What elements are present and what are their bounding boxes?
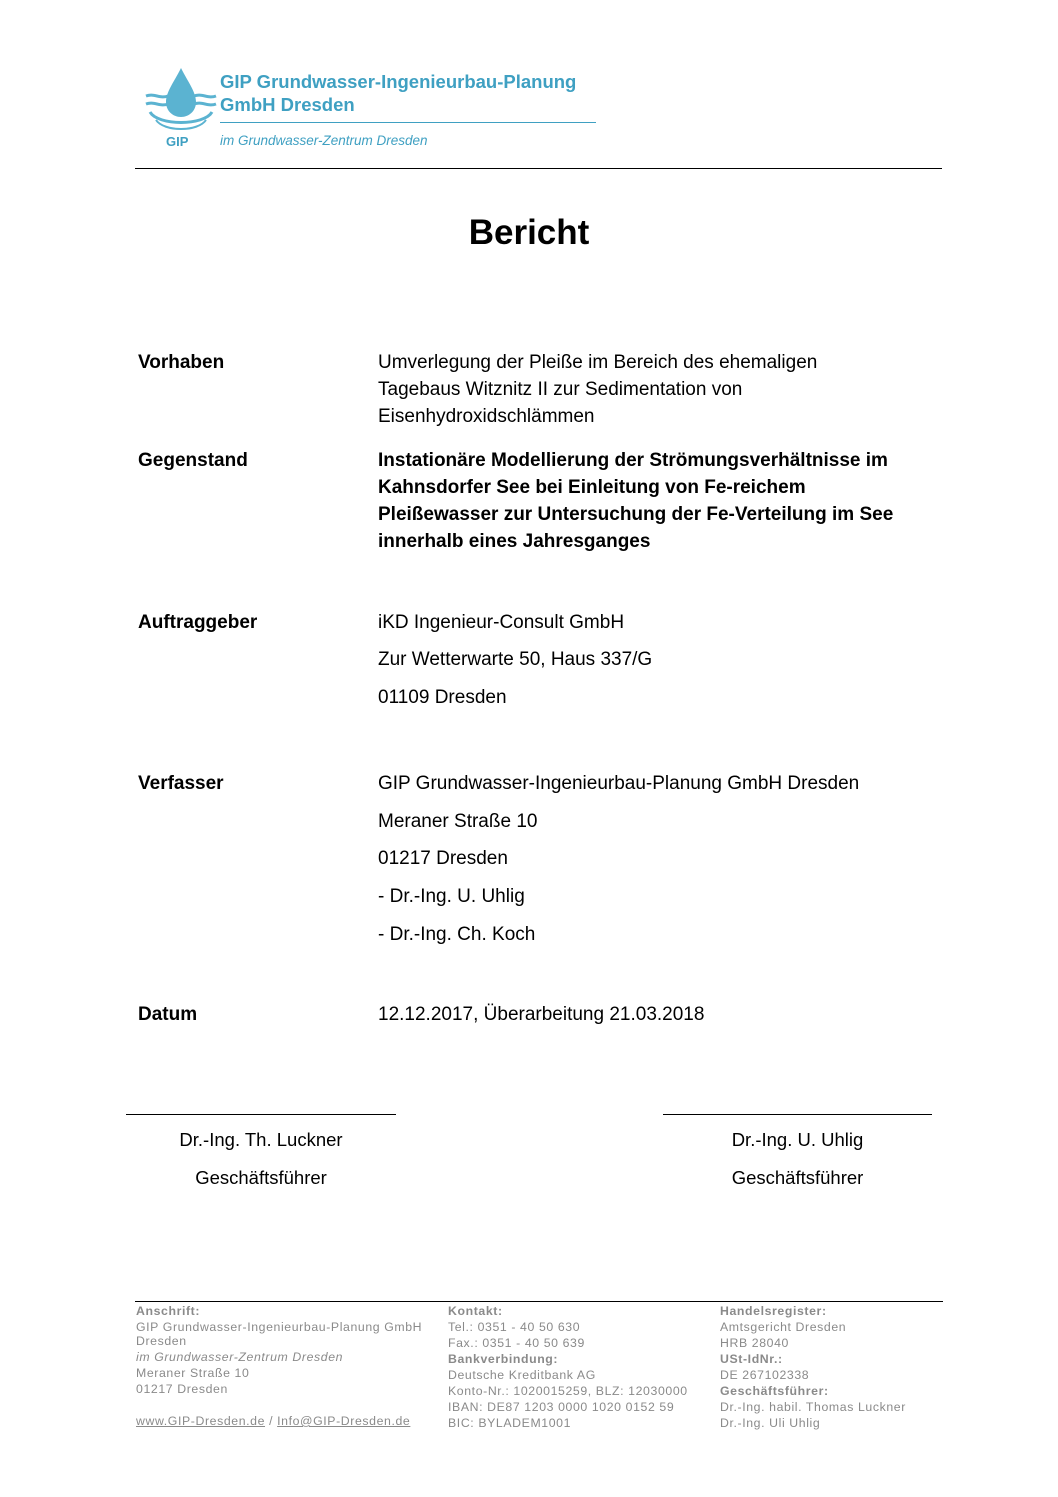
gegenstand-line-1: Instationäre Modellierung der Strömungsverhältnisse im xyxy=(378,450,888,471)
logo-abbreviation: GIP xyxy=(166,134,189,149)
company-name-line1: GIP Grundwasser-Ingenieurbau-Planung xyxy=(220,71,577,92)
footer-bank-heading: Bankverbindung: xyxy=(448,1352,559,1366)
datum-label: Datum xyxy=(138,1004,198,1025)
footer-hrb: HRB 28040 xyxy=(720,1336,789,1350)
header-divider xyxy=(135,168,942,169)
company-subtitle: im Grundwasser-Zentrum Dresden xyxy=(220,133,428,148)
signature-role-left: Geschäftsführer xyxy=(195,1167,327,1188)
verfasser-line-5: - Dr.-Ing. Ch. Koch xyxy=(378,924,536,945)
datum-value: 12.12.2017, Überarbeitung 21.03.2018 xyxy=(378,1004,705,1025)
verfasser-line-2: Meraner Straße 10 xyxy=(378,811,538,832)
footer-divider xyxy=(135,1301,943,1302)
auftraggeber-label: Auftraggeber xyxy=(138,612,258,633)
footer-court: Amtsgericht Dresden xyxy=(720,1320,847,1334)
email-link[interactable]: Info@GIP-Dresden.de xyxy=(277,1414,411,1428)
footer-address-line1: GIP Grundwasser-Ingenieurbau-Planung GmbH xyxy=(136,1320,423,1334)
vorhaben-line-2: Tagebaus Witznitz II zur Sedimentation von xyxy=(378,379,743,400)
footer-address-line2: Dresden xyxy=(136,1334,187,1348)
verfasser-line-4: - Dr.-Ing. U. Uhlig xyxy=(378,886,525,907)
footer-ust-heading: USt-IdNr.: xyxy=(720,1352,783,1366)
auftraggeber-line-2: Zur Wetterwarte 50, Haus 337/G xyxy=(378,649,653,670)
verfasser-line-1: GIP Grundwasser-Ingenieurbau-Planung GmbH Dresden xyxy=(378,773,860,794)
footer-bank-name: Deutsche Kreditbank AG xyxy=(448,1368,596,1382)
footer-konto: Konto-Nr.: 1020015259, BLZ: 12030000 xyxy=(448,1384,688,1398)
signature-line-left xyxy=(126,1114,396,1115)
vorhaben-label: Vorhaben xyxy=(138,352,225,373)
gegenstand-line-4: innerhalb eines Jahresganges xyxy=(378,531,651,552)
footer-gf-1: Dr.-Ing. habil. Thomas Luckner xyxy=(720,1400,906,1414)
footer-ust: DE 267102338 xyxy=(720,1368,810,1382)
auftraggeber-line-3: 01109 Dresden xyxy=(378,687,507,708)
page-title: Bericht xyxy=(468,213,590,252)
verfasser-line-3: 01217 Dresden xyxy=(378,848,508,869)
footer-iban: IBAN: DE87 1203 0000 1020 0152 59 xyxy=(448,1400,675,1414)
footer-fax: Fax.: 0351 - 40 50 639 xyxy=(448,1336,585,1350)
signature-line-right xyxy=(663,1114,932,1115)
gegenstand-line-2: Kahnsdorfer See bei Einleitung von Fe-reichem xyxy=(378,477,806,498)
signature-name-left: Dr.-Ing. Th. Luckner xyxy=(179,1129,343,1150)
footer-address-line3: im Grundwasser-Zentrum Dresden xyxy=(136,1350,344,1364)
footer-links xyxy=(136,1413,410,1429)
gegenstand-label: Gegenstand xyxy=(138,450,248,471)
footer-address-heading: Anschrift: xyxy=(136,1304,201,1318)
footer-contact-heading: Kontakt: xyxy=(448,1304,503,1318)
signature-role-right: Geschäftsführer xyxy=(731,1167,864,1188)
website-link[interactable]: www.GIP-Dresden.de xyxy=(136,1414,266,1428)
link-separator: / xyxy=(269,1414,274,1428)
footer-bic: BIC: BYLADEM1001 xyxy=(448,1416,572,1430)
footer-register-heading: Handelsregister: xyxy=(720,1304,827,1318)
vorhaben-line-1: Umverlegung der Pleiße im Bereich des ehemaligen xyxy=(378,352,818,373)
footer-gf-2: Dr.-Ing. Uli Uhlig xyxy=(720,1416,821,1430)
footer-tel: Tel.: 0351 - 40 50 630 xyxy=(448,1320,581,1334)
gegenstand-line-3: Pleißewasser zur Untersuchung der Fe-Verteilung im See xyxy=(378,504,894,525)
verfasser-label: Verfasser xyxy=(138,773,224,794)
company-name-line2: GmbH Dresden xyxy=(220,94,355,115)
footer-gf-heading: Geschäftsführer: xyxy=(720,1384,829,1398)
auftraggeber-line-1: iKD Ingenieur-Consult GmbH xyxy=(378,612,625,633)
signature-name-right: Dr.-Ing. U. Uhlig xyxy=(731,1129,864,1150)
logo-divider xyxy=(220,122,596,123)
footer-address-street: Meraner Straße 10 xyxy=(136,1366,250,1380)
vorhaben-line-3: Eisenhydroxidschlämmen xyxy=(378,406,595,427)
footer-address-city: 01217 Dresden xyxy=(136,1382,228,1396)
